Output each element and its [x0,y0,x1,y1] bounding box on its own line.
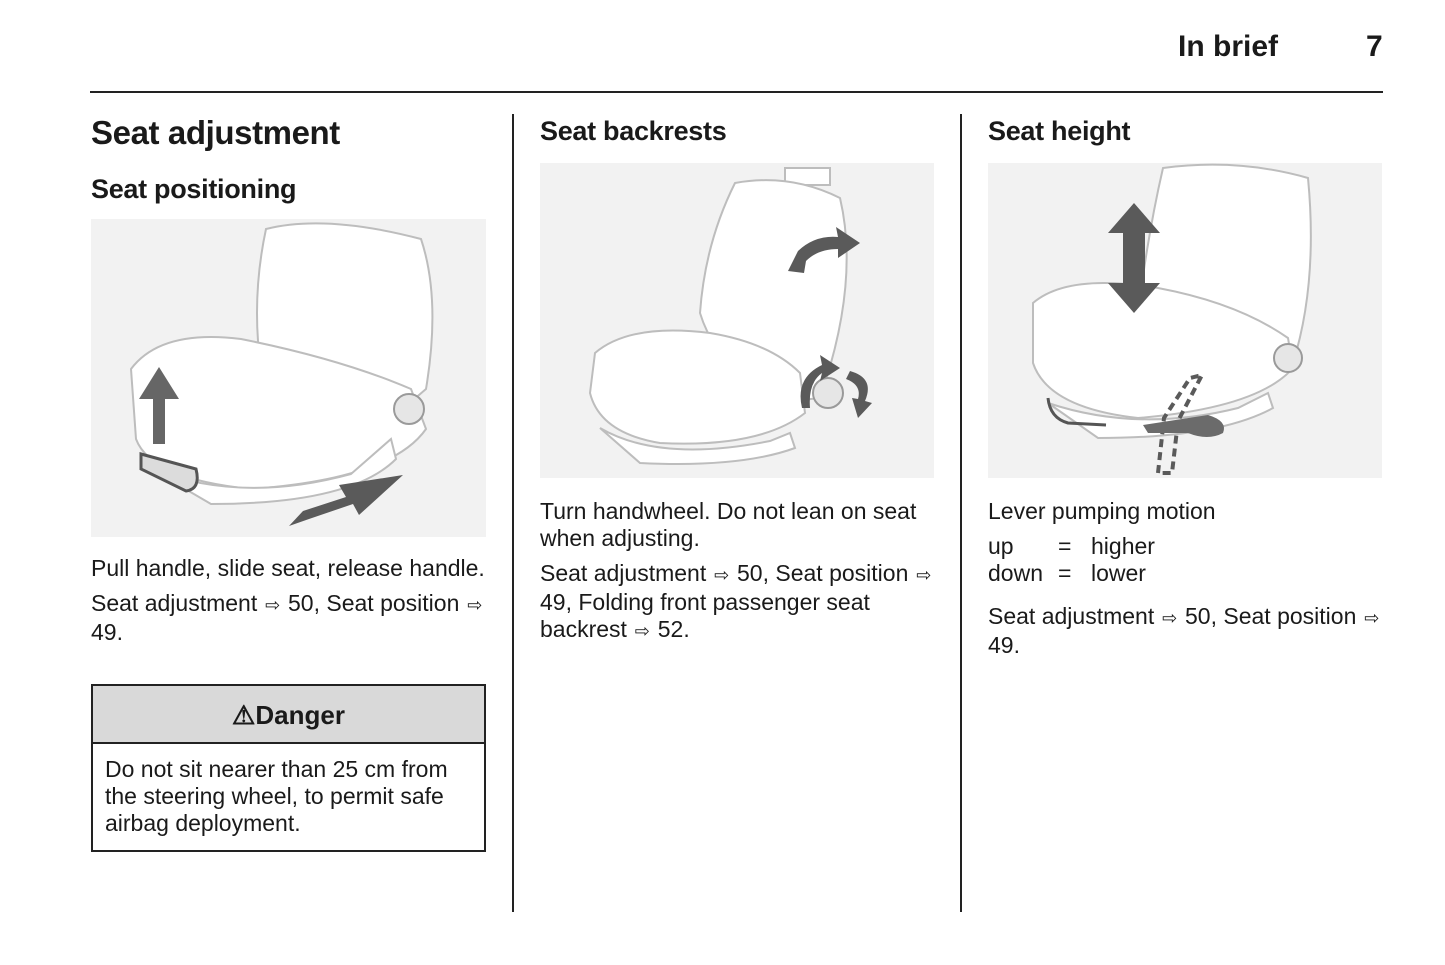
warning-triangle-icon: ⚠ [232,700,256,730]
reference-arrow-icon: ⇨ [467,595,483,615]
heading-seat-height: Seat height [988,116,1131,146]
column-seat-backrests [540,112,935,645]
reference-arrow-icon: ⇨ [1364,608,1380,628]
heading-seat-backrests: Seat backrests [540,116,727,146]
cross-reference: Seat adjustment ⇨ 50, Seat position ⇨ 49. [988,603,1380,658]
heading-seat-positioning: Seat positioning [91,174,297,204]
caption: Pull handle, slide seat, release handle. [91,555,485,581]
reference-arrow-icon: ⇨ [265,595,281,615]
column-seat-height [988,112,1383,659]
reference-arrow-icon: ⇨ [634,621,650,641]
seat-backrest-illustration [540,163,934,478]
section-title: In brief [1178,30,1279,63]
header-divider [90,91,1383,93]
column-divider [960,114,962,912]
reference-arrow-icon: ⇨ [714,565,730,585]
motion-row: up = higher [988,533,1155,559]
cross-reference: Seat adjustment ⇨ 50, Seat position ⇨ 49. [91,590,483,645]
danger-box [91,684,486,852]
caption: Lever pumping motion [988,498,1216,524]
column-divider [512,114,514,912]
page-number: 7 [1366,30,1383,63]
danger-text: Do not sit nearer than 25 cm from the steering wheel, to permit safe airbag deployment. [105,756,448,836]
reference-arrow-icon: ⇨ [916,565,932,585]
danger-header: ⚠Danger [93,686,484,744]
column-seat-adjustment [91,112,486,646]
motion-row: down = lower [988,560,1146,586]
seat-positioning-illustration [91,219,486,537]
caption: Turn handwheel. Do not lean on seat when adjusting. [540,498,917,551]
seat-height-illustration [988,163,1382,478]
heading-seat-adjustment: Seat adjustment [91,114,340,151]
reference-arrow-icon: ⇨ [1162,608,1178,628]
motion-table [988,533,1155,587]
cross-reference: Seat adjustment ⇨ 50, Seat position ⇨ 49, Folding front passenger seat backrest ⇨ 52. [540,560,935,645]
